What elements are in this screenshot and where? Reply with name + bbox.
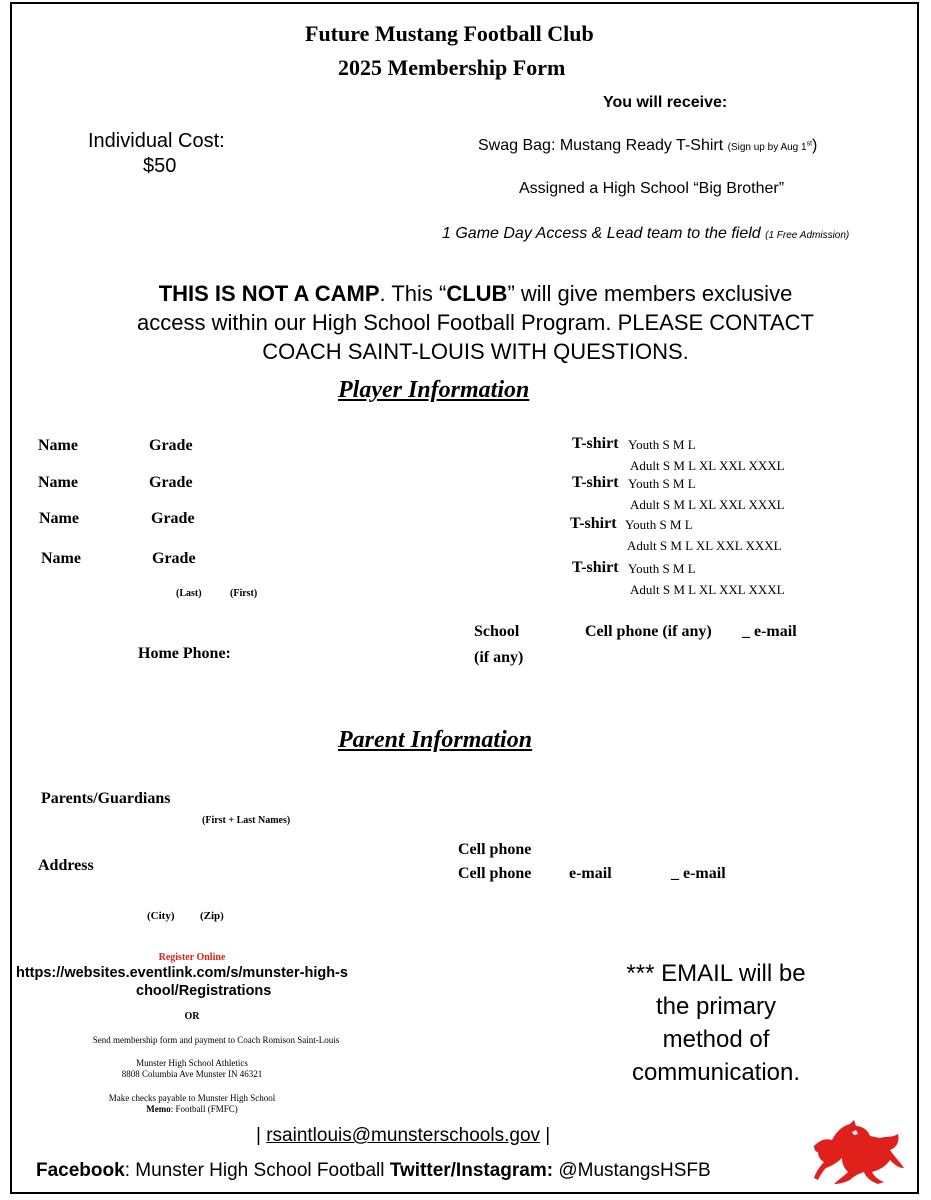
- tshirt-1-label: T-shirt: [572, 435, 619, 452]
- school-hint: (if any): [474, 649, 524, 666]
- parent-cell-2-label: Cell phone: [458, 865, 532, 882]
- tshirt-3-label: T-shirt: [570, 515, 617, 532]
- player-4-grade-label: Grade: [152, 550, 196, 567]
- memo-line: Memo: Football (FMFC): [146, 1104, 238, 1114]
- home-phone-label: Home Phone:: [138, 645, 231, 662]
- benefit-swag-note: (Sign up by Aug 1st): [727, 137, 818, 154]
- tshirt-2-label: T-shirt: [572, 474, 619, 491]
- city-hint: (City): [147, 910, 175, 922]
- school-label: School: [474, 623, 520, 640]
- guardian-names-hint: (First + Last Names): [202, 815, 291, 826]
- facebook-label: Facebook: [36, 1160, 125, 1181]
- benefits-heading: You will receive:: [603, 94, 728, 111]
- zip-hint: (Zip): [200, 910, 224, 922]
- form-title: 2025 Membership Form: [338, 55, 566, 80]
- notice-line-1: THIS IS NOT A CAMP. This “CLUB” will give members exclusive: [158, 281, 793, 306]
- benefit-game-day-text: 1 Game Day Access & Lead team to the field: [442, 225, 761, 242]
- benefit-game-day: [442, 225, 849, 243]
- register-online-heading: Register Online: [158, 952, 226, 963]
- benefit-swag-text: Swag Bag: Mustang Ready T-Shirt: [478, 137, 724, 154]
- not-a-camp-notice: [60, 279, 891, 366]
- parent-cell-1-label: Cell phone: [458, 841, 532, 858]
- player-1-grade-label: Grade: [149, 437, 193, 454]
- send-instructions: Send membership form and payment to Coach Romison Saint-Louis: [92, 1035, 340, 1045]
- social-media-line: [36, 1160, 711, 1182]
- tshirt-3-adult-sizes: Adult S M L XL XXL XXXL: [627, 538, 782, 553]
- benefit-big-brother: Assigned a High School “Big Brother”: [519, 180, 785, 197]
- school-address: 8808 Columbia Ave Munster IN 46321: [121, 1069, 263, 1079]
- social-value: @MustangsHSFB: [553, 1160, 711, 1181]
- cost-label: Individual Cost:: [88, 130, 225, 152]
- check-instructions: Make checks payable to Munster High School: [108, 1093, 276, 1103]
- player-3-name-label: Name: [39, 510, 79, 527]
- tshirt-2-youth-sizes: Youth S M L: [628, 476, 696, 491]
- or-divider: OR: [184, 1011, 200, 1022]
- tshirt-3-youth-sizes: Youth S M L: [625, 517, 693, 532]
- tshirt-4-youth-sizes: Youth S M L: [628, 561, 696, 576]
- first-name-hint: (First): [230, 588, 258, 599]
- player-info-title: Player Information: [338, 377, 530, 403]
- email-primary-notice: *** EMAIL will be the primary method of communication.: [626, 960, 806, 1086]
- cost-amount: $50: [143, 155, 177, 177]
- tshirt-2-adult-sizes: Adult S M L XL XXL XXXL: [630, 497, 785, 512]
- guardians-label: Parents/Guardians: [41, 790, 171, 807]
- player-1-name-label: Name: [38, 437, 78, 454]
- coach-email-link[interactable]: rsaintlouis@munsterschools.gov: [266, 1125, 541, 1146]
- tshirt-1-adult-sizes: Adult S M L XL XXL XXXL: [630, 458, 785, 473]
- benefit-swag: [478, 137, 817, 155]
- player-email-label: _ e-mail: [742, 623, 797, 640]
- registration-url-line-1[interactable]: https://websites.eventlink.com/s/munster-high-s: [16, 965, 348, 981]
- registration-url[interactable]: [16, 964, 348, 1000]
- address-label: Address: [38, 857, 94, 874]
- parent-email-2-label: _ e-mail: [671, 865, 726, 882]
- last-name-hint: (Last): [176, 588, 202, 599]
- notice-line-3: COACH SAINT-LOUIS WITH QUESTIONS.: [262, 339, 689, 364]
- parent-info-title: Parent Information: [338, 727, 533, 753]
- club-name: Future Mustang Football Club: [305, 21, 594, 46]
- benefit-game-day-note: (1 Free Admission): [765, 230, 850, 241]
- player-cell-label: Cell phone (if any): [585, 623, 712, 640]
- tshirt-4-label: T-shirt: [572, 559, 619, 576]
- player-2-grade-label: Grade: [149, 474, 193, 491]
- coach-email-line: | rsaintlouis@munsterschools.gov |: [256, 1125, 551, 1146]
- player-4-name-label: Name: [41, 550, 81, 567]
- tshirt-1-youth-sizes: Youth S M L: [628, 437, 696, 452]
- notice-line-2: access within our High School Football Program. PLEASE CONTACT: [137, 310, 814, 335]
- player-2-name-label: Name: [38, 474, 78, 491]
- tshirt-4-adult-sizes: Adult S M L XL XXL XXXL: [630, 582, 785, 597]
- school-athletics-name: Munster High School Athletics: [136, 1058, 248, 1068]
- registration-url-line-2[interactable]: chool/Registrations: [136, 983, 272, 999]
- facebook-value: : Munster High School Football: [124, 1160, 390, 1181]
- player-3-grade-label: Grade: [151, 510, 195, 527]
- mustang-horse-logo-icon: [808, 1118, 906, 1186]
- parent-email-1-label: e-mail: [569, 865, 612, 882]
- social-label: Twitter/Instagram:: [389, 1160, 554, 1181]
